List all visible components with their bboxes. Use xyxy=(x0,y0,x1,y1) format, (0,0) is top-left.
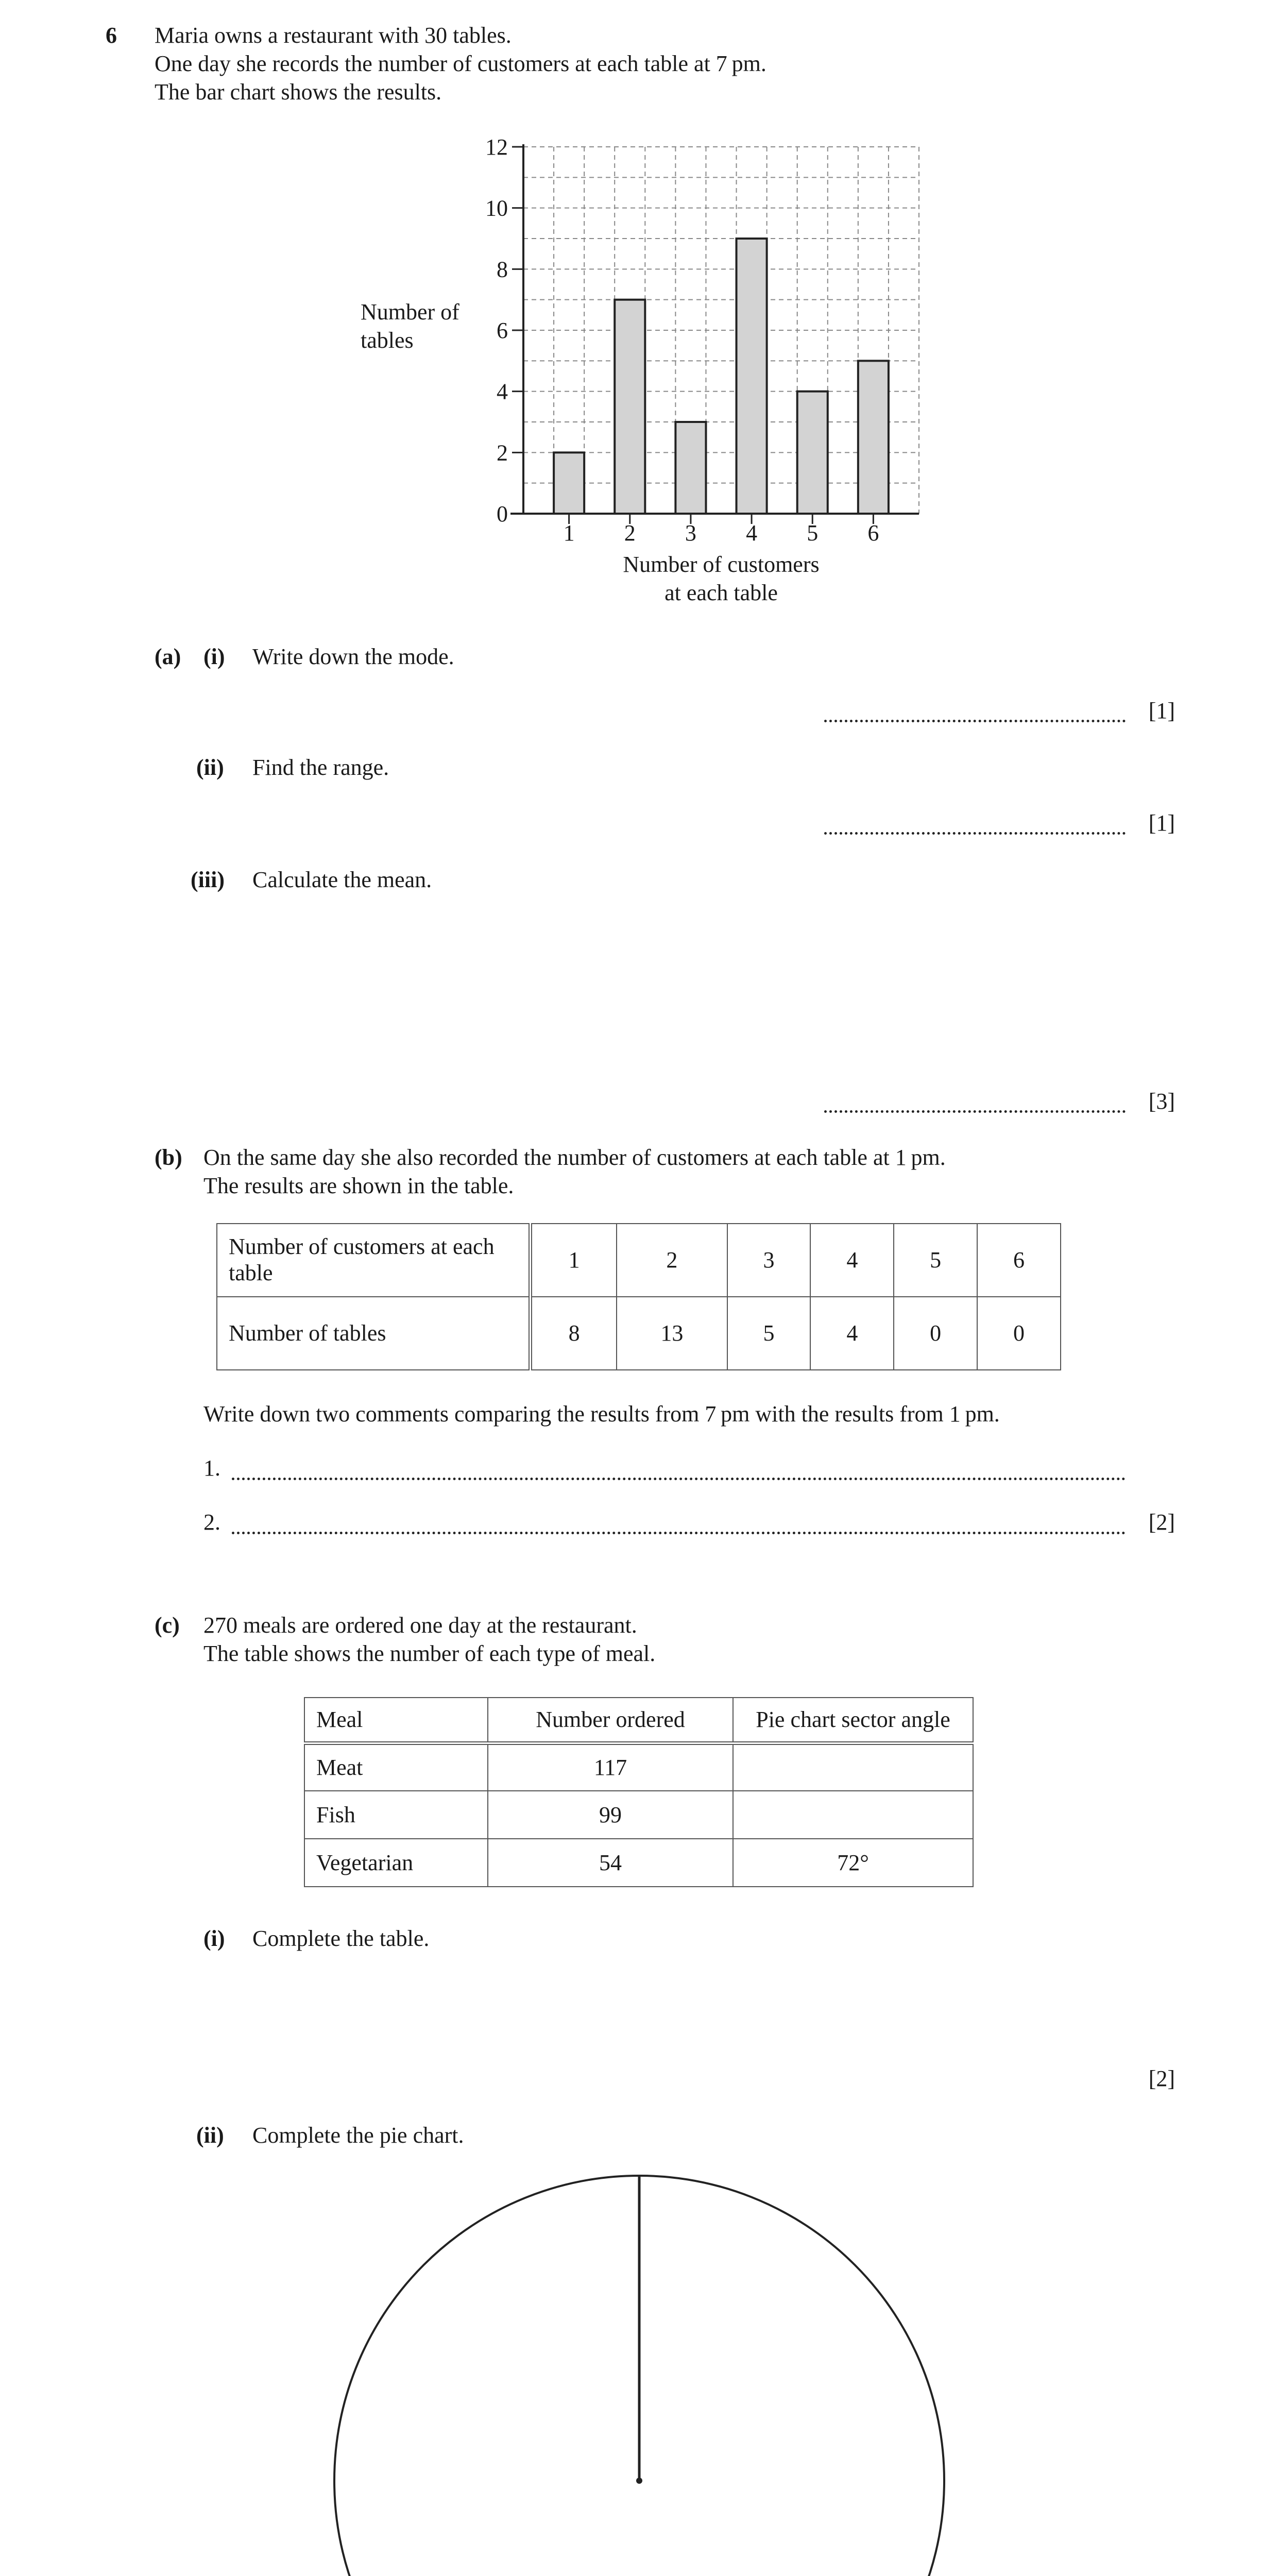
comment-1-line[interactable] xyxy=(232,1478,1126,1480)
table-cell: 5 xyxy=(727,1297,811,1370)
part-c-i-text: Complete the table. xyxy=(252,1926,430,1951)
customers-1pm-table xyxy=(216,1223,1061,1370)
header-cell: Pie chart sector angle xyxy=(733,1698,973,1743)
part-c-text-1: 270 meals are ordered one day at the restaurant. xyxy=(203,1613,637,1638)
x-tick-label: 6 xyxy=(867,520,879,546)
question-intro-3: The bar chart shows the results. xyxy=(155,79,442,105)
part-a-i-text: Write down the mode. xyxy=(252,644,454,669)
table-cell: 1 xyxy=(531,1224,617,1297)
x-axis-label: Number of customers xyxy=(623,552,820,577)
x-tick-label: 2 xyxy=(624,520,636,546)
x-axis-label: at each table xyxy=(664,580,778,605)
part-c-ii-label: (ii) xyxy=(196,2123,224,2148)
table-cell: 2 xyxy=(617,1224,727,1297)
part-b-prompt: Write down two comments comparing the results from 7 pm with the results from 1 pm. xyxy=(203,1401,1000,1427)
table-cell: 4 xyxy=(810,1224,894,1297)
part-c-label: (c) xyxy=(155,1613,180,1638)
table-cell: 0 xyxy=(894,1297,977,1370)
answer-line-a-iii[interactable] xyxy=(824,1110,1126,1113)
pie-chart[interactable] xyxy=(0,2154,1278,2576)
table-cell: 5 xyxy=(894,1224,977,1297)
table-cell: 3 xyxy=(727,1224,811,1297)
marks-a-iii: [3] xyxy=(1148,1089,1175,1114)
question-number: 6 xyxy=(106,23,117,48)
y-axis-label: Number of xyxy=(361,299,459,325)
angle-cell-meat[interactable] xyxy=(733,1743,973,1791)
bar-2 xyxy=(615,300,645,514)
bar-4 xyxy=(737,239,767,514)
meals-table xyxy=(304,1697,974,1887)
y-tick-label: 2 xyxy=(497,440,508,466)
part-c-text-2: The table shows the number of each type of meal. xyxy=(203,1641,656,1666)
table-cell: 8 xyxy=(531,1297,617,1370)
bar-1 xyxy=(554,452,584,514)
table-cell: Fish xyxy=(304,1791,488,1839)
marks-a-i: [1] xyxy=(1148,698,1175,723)
table-cell: 13 xyxy=(617,1297,727,1370)
part-a-iii-text: Calculate the mean. xyxy=(252,867,432,892)
comment-2-line[interactable] xyxy=(232,1532,1126,1534)
question-intro-1: Maria owns a restaurant with 30 tables. xyxy=(155,23,512,48)
x-tick-label: 3 xyxy=(685,520,696,546)
y-tick-label: 8 xyxy=(497,257,508,282)
chart-bars xyxy=(554,239,889,514)
y-tick-label: 4 xyxy=(497,379,508,404)
table-cell: 117 xyxy=(488,1743,733,1791)
bar-5 xyxy=(797,392,828,514)
row-header: Number of customers at each table xyxy=(217,1224,531,1297)
table-row xyxy=(304,1839,973,1887)
table-cell: 99 xyxy=(488,1791,733,1839)
table-row xyxy=(217,1297,1061,1370)
table-cell: 6 xyxy=(977,1224,1061,1297)
table-cell: Meat xyxy=(304,1743,488,1791)
table-cell: 4 xyxy=(810,1297,894,1370)
part-c-ii-text: Complete the pie chart. xyxy=(252,2123,464,2148)
part-a-ii-label: (ii) xyxy=(196,755,224,780)
part-a-ii-text: Find the range. xyxy=(252,755,389,780)
y-axis-label: tables xyxy=(361,328,414,353)
comment-2-number: 2. xyxy=(203,1510,220,1535)
marks-a-ii: [1] xyxy=(1148,810,1175,836)
question-intro-2: One day she records the number of customers at each table at 7 pm. xyxy=(155,51,766,76)
comment-1-number: 1. xyxy=(203,1455,220,1481)
y-tick-label: 6 xyxy=(497,318,508,343)
part-a-iii-label: (iii) xyxy=(191,867,225,892)
x-tick-label: 1 xyxy=(563,520,575,546)
bar-6 xyxy=(858,361,889,514)
angle-cell-fish[interactable] xyxy=(733,1791,973,1839)
y-tick-label: 0 xyxy=(497,501,508,527)
table-cell: 54 xyxy=(488,1839,733,1887)
part-c-i-label: (i) xyxy=(203,1926,225,1951)
answer-line-a-i[interactable] xyxy=(824,720,1126,722)
part-b-text-2: The results are shown in the table. xyxy=(203,1173,514,1198)
table-row xyxy=(304,1791,973,1839)
header-cell: Number ordered xyxy=(488,1698,733,1743)
bar-chart xyxy=(0,0,1278,618)
row-header: Number of tables xyxy=(217,1297,531,1370)
part-a-label: (a) xyxy=(155,644,181,669)
bar-3 xyxy=(675,422,706,514)
pie-center-dot xyxy=(636,2478,642,2484)
part-b-label: (b) xyxy=(155,1145,182,1170)
y-tick-label: 10 xyxy=(485,195,508,221)
table-row xyxy=(217,1224,1061,1297)
table-row xyxy=(304,1743,973,1791)
header-cell: Meal xyxy=(304,1698,488,1743)
table-header-row xyxy=(304,1698,973,1743)
marks-c-i: [2] xyxy=(1148,2066,1175,2091)
answer-line-a-ii[interactable] xyxy=(824,832,1126,835)
part-b-text-1: On the same day she also recorded the number of customers at each table at 1 pm. xyxy=(203,1145,946,1170)
table-cell: 0 xyxy=(977,1297,1061,1370)
table-cell: 72° xyxy=(733,1839,973,1887)
y-tick-label: 12 xyxy=(485,134,508,160)
table-cell: Vegetarian xyxy=(304,1839,488,1887)
part-a-i-label: (i) xyxy=(203,644,225,669)
x-tick-label: 4 xyxy=(746,520,758,546)
x-tick-label: 5 xyxy=(807,520,819,546)
marks-b: [2] xyxy=(1148,1510,1175,1535)
